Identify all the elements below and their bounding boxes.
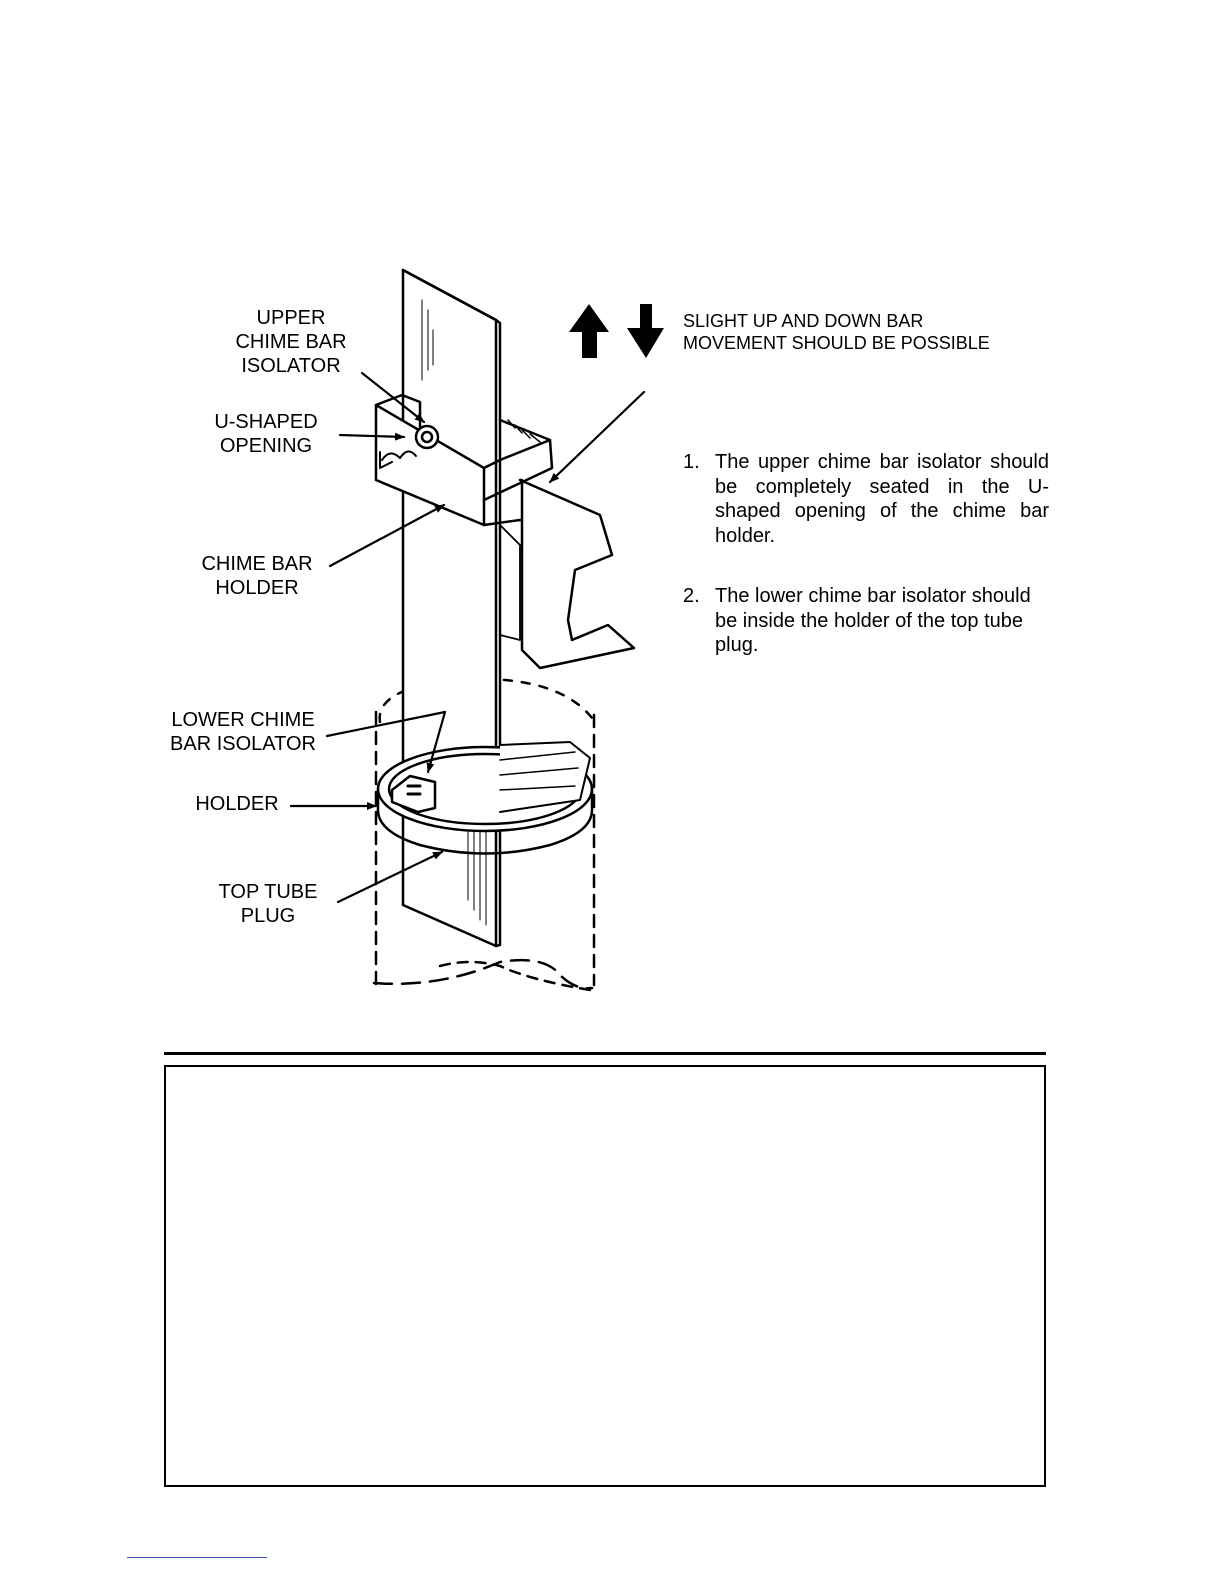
note-1-text: The upper chime bar isolator should be completely seated in the U-shaped opening of the chime bar holder. — [715, 451, 1049, 547]
note-1 — [683, 450, 1049, 550]
movement-caption: SLIGHT UP AND DOWN BAR MOVEMENT SHOULD BE POSSIBLE — [683, 311, 990, 353]
up-down-arrows — [569, 304, 664, 358]
empty-bordered-box — [164, 1065, 1046, 1487]
footnote-line — [127, 1557, 267, 1558]
label-top-tube-plug: TOP TUBE PLUG — [218, 881, 318, 927]
label-u-shaped-opening: U-SHAPED OPENING — [214, 411, 318, 457]
horizontal-rule — [164, 1052, 1046, 1055]
note-2-text: The lower chime bar isolator should be inside the holder of the top tube plug. — [715, 585, 1031, 656]
note-2-number: 2. — [683, 585, 700, 607]
note-2 — [683, 584, 1049, 664]
label-holder: HOLDER — [195, 793, 279, 815]
label-lower-chime-bar-isolator: LOWER CHIME BAR ISOLATOR — [170, 709, 316, 755]
label-upper-chime-bar-isolator: UPPER CHIME BAR ISOLATOR — [235, 307, 347, 377]
note-1-number: 1. — [683, 451, 700, 473]
label-chime-bar-holder: CHIME BAR HOLDER — [201, 553, 313, 599]
